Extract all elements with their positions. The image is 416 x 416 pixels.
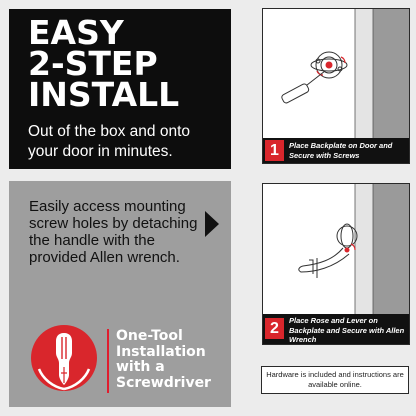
step-2-caption-bar bbox=[263, 314, 409, 344]
step-1-number: 1 bbox=[265, 140, 284, 161]
tool-callout bbox=[116, 329, 211, 391]
step-2-card bbox=[262, 183, 410, 345]
badge-divider bbox=[107, 329, 109, 393]
headline-line-1: EASY bbox=[28, 13, 124, 52]
hardware-note-text: Hardware is included and instructions are available online. bbox=[266, 370, 404, 389]
step-1-caption: Place Backplate on Door and Secure with Screws bbox=[289, 141, 393, 160]
screwdriver-badge-icon bbox=[29, 323, 99, 393]
step-1-caption-bar bbox=[263, 138, 409, 163]
hardware-note bbox=[261, 366, 409, 394]
tool-callout-line-3: with a bbox=[116, 359, 165, 375]
description-panel bbox=[9, 181, 231, 407]
left-column bbox=[9, 9, 231, 407]
headline-line-2: 2-STEP bbox=[28, 44, 158, 83]
tool-callout-line-2: Installation bbox=[116, 343, 206, 360]
step-1-card bbox=[262, 8, 410, 164]
chevron-right-icon bbox=[205, 211, 219, 237]
tool-callout-line-4: Screwdriver bbox=[116, 374, 211, 391]
tool-callout-line-1: One-Tool bbox=[116, 328, 183, 344]
step-2-number: 2 bbox=[265, 318, 284, 339]
step-2-caption: Place Rose and Lever on Backplate and Secure with Allen Wrench bbox=[289, 316, 405, 344]
headline-panel bbox=[9, 9, 231, 169]
headline-line-3: INSTALL bbox=[28, 75, 180, 114]
subheadline: Out of the box and onto your door in minutes. bbox=[28, 123, 191, 160]
lever-allen-wrench-illustration bbox=[263, 184, 409, 314]
description-text: Easily access mounting screw holes by detaching the handle with the provided Allen wrench. bbox=[29, 198, 198, 266]
backplate-screwdriver-illustration bbox=[263, 9, 409, 138]
headline bbox=[28, 13, 180, 114]
